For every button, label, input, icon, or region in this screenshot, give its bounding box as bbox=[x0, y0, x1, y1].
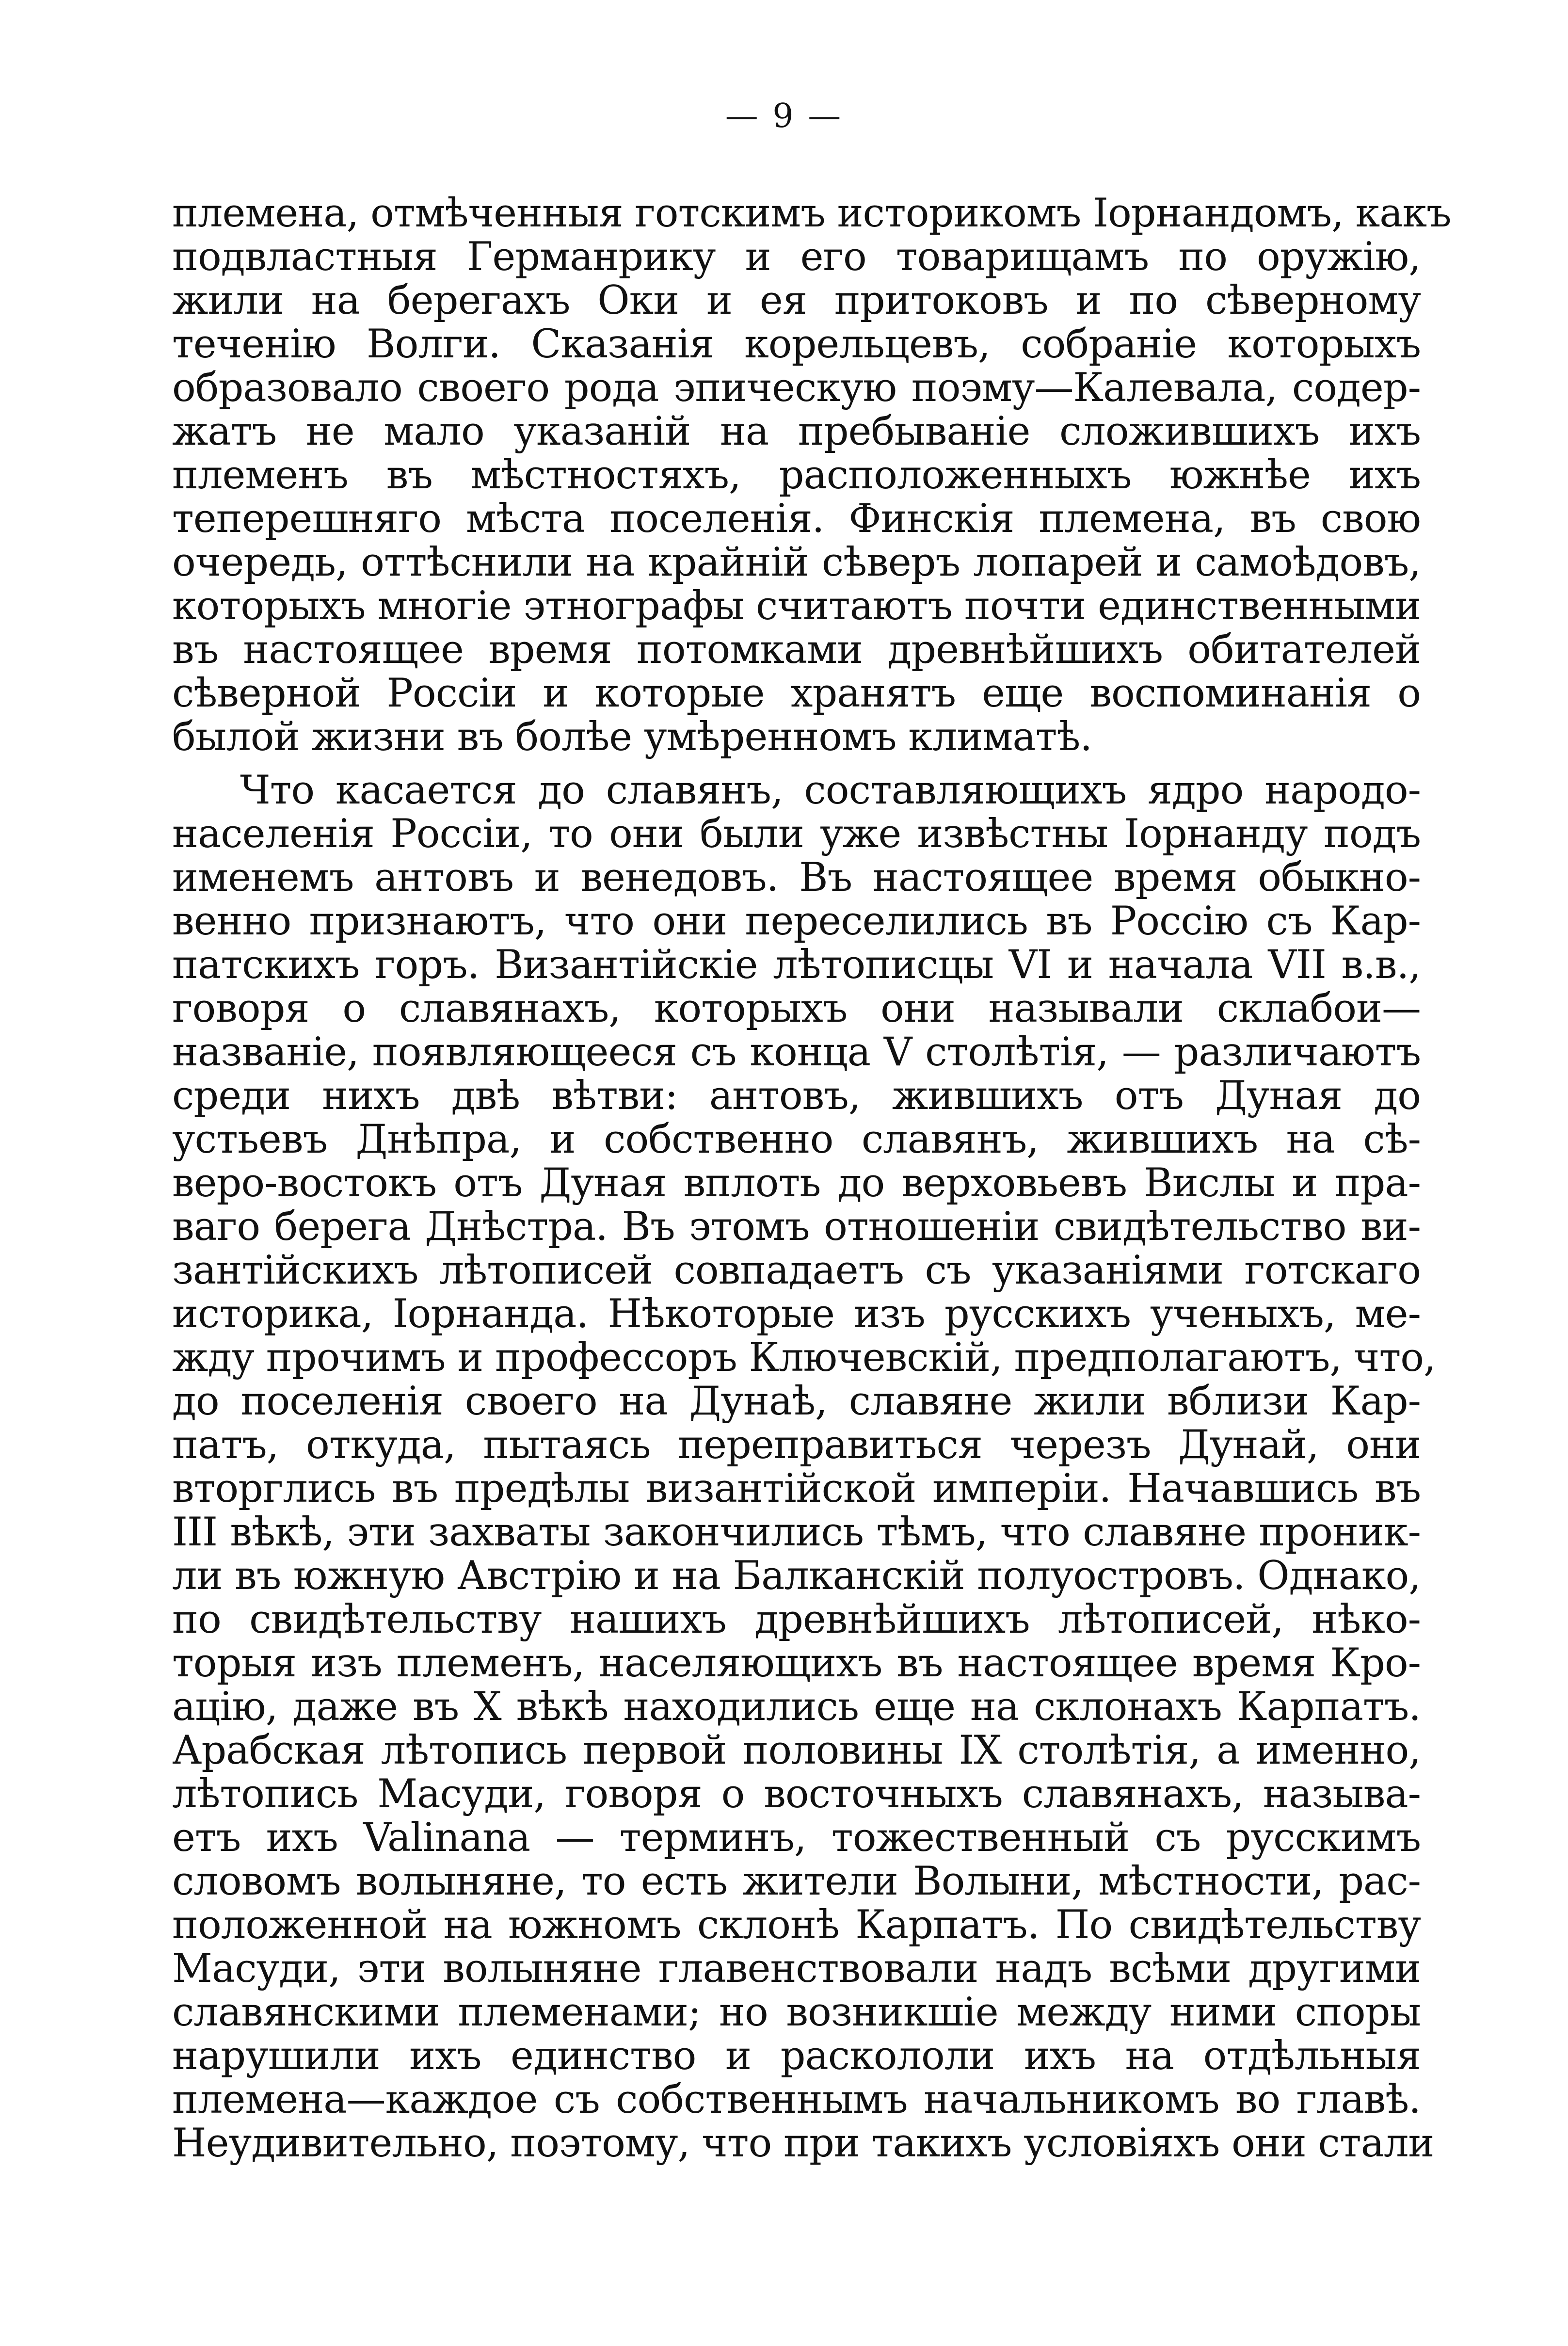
text-line: патскихъ горъ. Византійскіе лѣтописцы VI и начала VII в.в., bbox=[172, 942, 1421, 988]
text-line: жду прочимъ и профессоръ Ключевскій, предполагаютъ, что, bbox=[172, 1335, 1436, 1381]
paragraph-2 bbox=[172, 768, 1436, 2166]
text-line: сѣверной Россіи и которые хранятъ еще воспоминанія о bbox=[172, 671, 1421, 716]
text-line: очередь, оттѣснили на крайній сѣверъ лопарей и самоѣдовъ, bbox=[172, 540, 1421, 585]
text-line: до поселенія своего на Дунаѣ, славяне жили вблизи Кар- bbox=[172, 1379, 1421, 1424]
text-line: теперешняго мѣста поселенія. Финскія племена, въ свою bbox=[172, 496, 1421, 542]
paragraph-gap bbox=[172, 759, 1421, 769]
text-line: говоря о славянахъ, которыхъ они называли склабои— bbox=[172, 986, 1421, 1031]
text-line: патъ, откуда, пытаясь переправиться черезъ Дунай, они bbox=[172, 1422, 1421, 1468]
text-line: нарушили ихъ единство и раскололи ихъ на отдѣльныя bbox=[172, 2033, 1421, 2079]
text-line: вторглись въ предѣлы византійской имперіи. Начавшись въ bbox=[172, 1466, 1421, 1511]
text-line: въ настоящее время потомками древнѣйшихъ обитателей bbox=[172, 627, 1421, 673]
text-line: ваго берега Днѣстра. Въ этомъ отношеніи свидѣтельство ви- bbox=[172, 1204, 1421, 1250]
text-line: Масуди, эти волыняне главенствовали надъ всѣми другими bbox=[172, 1946, 1421, 1992]
text-line: именемъ антовъ и венедовъ. Въ настоящее время обыкно- bbox=[172, 855, 1421, 900]
text-line: веро-востокъ отъ Дуная вплоть до верховьевъ Вислы и пра- bbox=[172, 1160, 1421, 1206]
text-line: положенной на южномъ склонѣ Карпатъ. По свидѣтельству bbox=[172, 1902, 1421, 1948]
text-line: устьевъ Днѣпра, и собственно славянъ, жившихъ на сѣ- bbox=[172, 1117, 1421, 1162]
text-line: Арабская лѣтопись первой половины IX столѣтія, а именно, bbox=[172, 1728, 1421, 1773]
text-line: жатъ не мало указаній на пребываніе сложившихъ ихъ bbox=[172, 409, 1421, 454]
text-line: ли въ южную Австрію и на Балканскій полуостровъ. Однако, bbox=[172, 1553, 1421, 1599]
text-line: зантійскихъ лѣтописей совпадаетъ съ указаніями готскаго bbox=[172, 1248, 1421, 1293]
text-line: племенъ въ мѣстностяхъ, расположенныхъ южнѣе ихъ bbox=[172, 452, 1421, 498]
text-line: былой жизни въ болѣе умѣренномъ климатѣ. bbox=[172, 714, 1092, 760]
text-line: племена—каждое съ собственнымъ начальникомъ во главѣ. bbox=[172, 2077, 1421, 2122]
text-line: подвластныя Германрику и его товарищамъ по оружію, bbox=[172, 234, 1421, 280]
text-line: жили на берегахъ Оки и ея притоковъ и по сѣверному bbox=[172, 278, 1421, 323]
text-line: историка, Іорнанда. Нѣкоторые изъ русскихъ ученыхъ, ме- bbox=[172, 1291, 1421, 1337]
text-line: лѣтопись Масуди, говоря о восточныхъ славянахъ, называ- bbox=[172, 1771, 1421, 1817]
text-line: словомъ волыняне, то есть жители Волыни, мѣстности, рас- bbox=[172, 1859, 1421, 1904]
text-line: теченію Волги. Сказанія корельцевъ, собраніе которыхъ bbox=[172, 321, 1421, 367]
text-line: племена, отмѣченныя готскимъ историкомъ Іорнандомъ, какъ bbox=[172, 191, 1451, 236]
paragraph-1 bbox=[172, 191, 1451, 760]
text-line: населенія Россіи, то они были уже извѣстны Іорнанду подъ bbox=[172, 811, 1421, 857]
text-line: славянскими племенами; но возникшіе между ними споры bbox=[172, 1990, 1421, 2035]
text-line: венно признаютъ, что они переселились въ Россію съ Кар- bbox=[172, 899, 1421, 944]
text-line: Что касается до славянъ, составляющихъ ядро народо- bbox=[240, 768, 1421, 813]
text-line: III вѣкѣ, эти захваты закончились тѣмъ, что славяне проник- bbox=[172, 1510, 1421, 1555]
text-line: по свидѣтельству нашихъ древнѣйшихъ лѣтописей, нѣко- bbox=[172, 1597, 1421, 1642]
text-line: торыя изъ племенъ, населяющихъ въ настоящее время Кро- bbox=[172, 1640, 1421, 1686]
text-line: етъ ихъ Valinana — терминъ, тожественный съ русскимъ bbox=[172, 1815, 1421, 1861]
text-line: ацію, даже въ X вѣкѣ находились еще на склонахъ Карпатъ. bbox=[172, 1684, 1421, 1730]
text-line: названіе, появляющееся съ конца V столѣтія, — различаютъ bbox=[172, 1029, 1421, 1075]
body-text bbox=[172, 191, 1451, 2166]
page-number: — 9 — bbox=[725, 97, 843, 135]
text-line: среди нихъ двѣ вѣтви: антовъ, жившихъ отъ Дуная до bbox=[172, 1073, 1421, 1119]
text-line: Неудивительно, поэтому, что при такихъ условіяхъ они стали bbox=[172, 2121, 1434, 2166]
text-line: образовало своего рода эпическую поэму—Калевала, содер- bbox=[172, 365, 1421, 411]
text-line: которыхъ многіе этнографы считаютъ почти единственными bbox=[172, 583, 1421, 629]
